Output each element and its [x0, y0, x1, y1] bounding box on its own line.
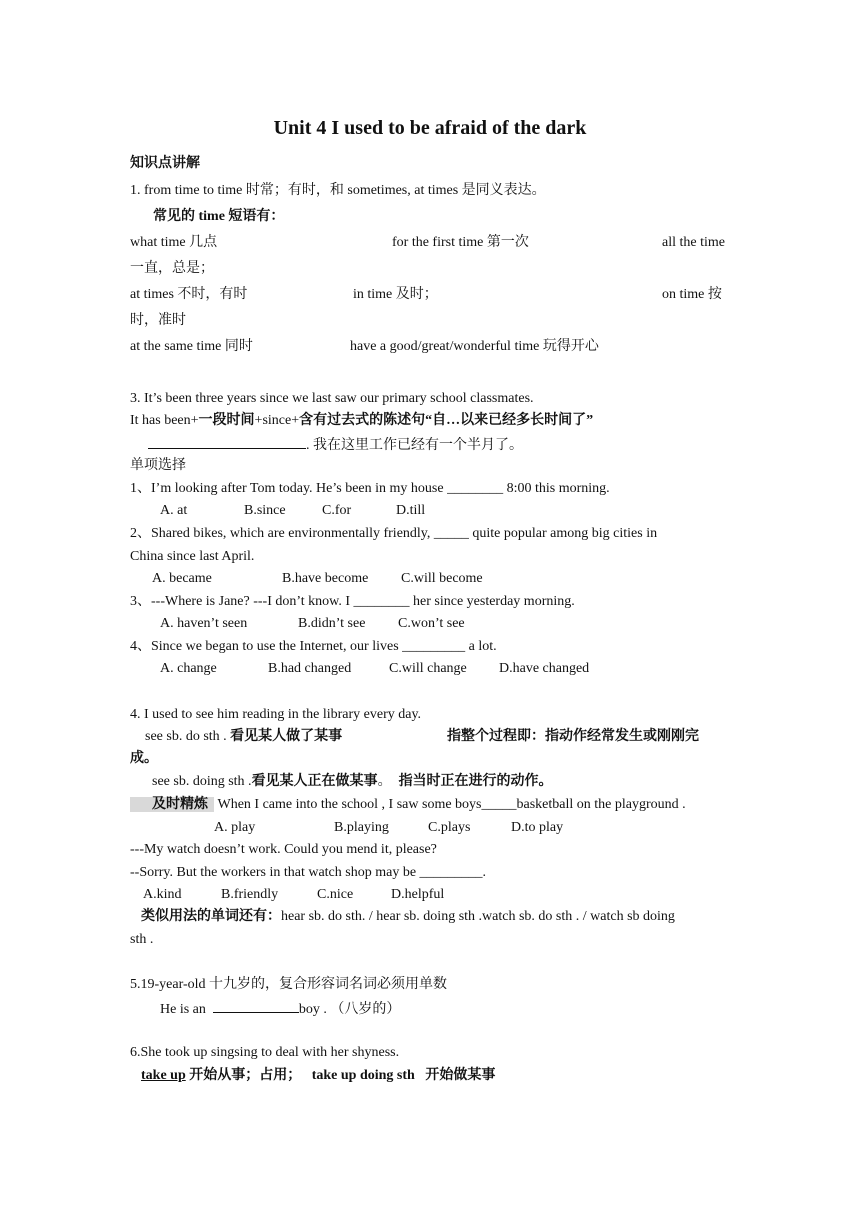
rule-part: see sb. doing sth .: [152, 774, 252, 789]
rule-part: 看见某人正在做某事: [251, 774, 378, 789]
similar-usage: [141, 908, 675, 926]
question-3: 3、---Where is Jane? ---I don’t know. I ________ her since yesterday morning.: [130, 594, 575, 609]
take-up-meaning: 开始从事；占用；: [185, 1068, 302, 1083]
rule-part: 指当时正在进行的动作。: [398, 774, 553, 789]
take-up-doing-meaning: 开始做某事: [425, 1068, 496, 1083]
practice-text: When I came into the school , I saw some boys_____basketball on the playground .: [217, 797, 686, 812]
practice-label: 及时精炼: [130, 797, 214, 812]
question-1: 1、I’m looking after Tom today. He’s been in my house ________ 8:00 this morning.: [130, 481, 610, 496]
structure-part: 含有过去式的陈述句“自…以来已经多长时间了”: [299, 413, 594, 428]
q1-option-c: C.for: [322, 503, 352, 518]
point-5-exercise: [160, 998, 400, 1019]
dialog-option-b: B.friendly: [221, 887, 279, 902]
question-2: 2、Shared bikes, which are environmentally friendly, _____ quite popular among big cities in: [130, 526, 658, 541]
phrase-first-time: for the first time 第一次: [392, 235, 529, 250]
question-4: 4、Since we began to use the Internet, our lives _________ a lot.: [130, 639, 497, 654]
practice-question: [130, 796, 686, 814]
point-4-example: 4. I used to see him reading in the library every day.: [130, 707, 422, 722]
structure-part: It has been+: [130, 413, 199, 428]
section-heading: 知识点讲解: [130, 156, 200, 171]
exercise-text: . 我在这里工作已经有一个半月了。: [306, 438, 523, 453]
point-1-intro: 1. from time to time 时常；有时，和 sometimes, at times 是同义表达。: [130, 183, 546, 198]
time-phrases-heading: 常见的 time 短语有：: [153, 209, 285, 224]
question-2-cont: China since last April.: [130, 549, 255, 564]
mc-heading: 单项选择: [130, 458, 186, 473]
rule-part: 。: [377, 774, 392, 789]
page-title: Unit 4 I used to be afraid of the dark: [273, 117, 587, 139]
q1-option-b: B.since: [244, 503, 286, 518]
phrase-at-times: at times 不时，有时: [130, 287, 248, 302]
similar-label: 类似用法的单词还有：: [141, 909, 281, 924]
answer-blank[interactable]: [213, 998, 299, 1013]
phrase-same-time: at the same time 同时: [130, 339, 253, 354]
phrase-on-time: on time 按: [662, 287, 722, 302]
point-6-example: 6.She took up singsing to deal with her shyness.: [130, 1045, 400, 1060]
dialog-option-c: C.nice: [317, 887, 354, 902]
practice-option-a: A. play: [214, 820, 256, 835]
dialog-line-1: ---My watch doesn’t work. Could you mend it, please?: [130, 842, 437, 857]
phrase-all-the-time: all the time: [662, 235, 725, 250]
similar-text: hear sb. do sth. / hear sb. doing sth .watch sb. do sth . / watch sb doing: [281, 909, 675, 924]
exercise-text: boy . （八岁的）: [298, 1002, 401, 1017]
point-5-intro: 5.19-year-old 十九岁的，复合形容词名词必须用单数: [130, 977, 448, 992]
dialog-line-2: --Sorry. But the workers in that watch shop may be _________.: [130, 865, 487, 880]
see-sb-do-sth-note: 指整个过程即：指动作经常发生或刚刚完: [447, 729, 699, 744]
point-3-example: 3. It’s been three years since we last saw our primary school classmates.: [130, 391, 534, 406]
dialog-option-d: D.helpful: [391, 887, 445, 902]
q1-option-a: A. at: [160, 503, 188, 518]
q4-option-b: B.had changed: [268, 661, 352, 676]
take-up-doing-phrase: take up doing sth: [311, 1068, 415, 1083]
q4-option-d: D.have changed: [499, 661, 590, 676]
see-sb-doing-sth: [152, 773, 553, 791]
phrase-in-time: in time 及时；: [353, 287, 438, 302]
q1-option-d: D.till: [396, 503, 426, 518]
practice-option-c: C.plays: [428, 820, 471, 835]
similar-usage-cont: sth .: [130, 932, 154, 947]
answer-blank[interactable]: [148, 434, 306, 449]
see-sb-do-sth: [145, 728, 342, 746]
q4-option-c: C.will change: [389, 661, 467, 676]
dialog-option-a: A.kind: [143, 887, 182, 902]
point-3-exercise: [148, 434, 523, 455]
phrase-all-the-time-meaning: 一直，总是；: [130, 261, 214, 276]
q3-option-b: B.didn’t see: [298, 616, 366, 631]
structure-part: +since+: [254, 413, 300, 428]
see-sb-do-sth-note-cont: 成。: [130, 751, 158, 766]
rule-part: see sb. do sth .: [145, 729, 227, 744]
structure-part: 一段时间: [198, 413, 255, 428]
q2-option-b: B.have become: [282, 571, 369, 586]
take-up-phrase: take up: [141, 1068, 186, 1083]
phrase-what-time: what time 几点: [130, 235, 218, 250]
q2-option-a: A. became: [152, 571, 212, 586]
rule-part: 看见某人做了某事: [230, 729, 343, 744]
point-3-structure: [130, 412, 593, 430]
q3-option-a: A. haven’t seen: [160, 616, 248, 631]
phrase-good-time: have a good/great/wonderful time 玩得开心: [350, 339, 599, 354]
q4-option-a: A. change: [160, 661, 217, 676]
practice-option-b: B.playing: [334, 820, 389, 835]
exercise-text: He is an: [160, 1002, 206, 1017]
phrase-on-time-meaning: 时，准时: [130, 313, 186, 328]
q2-option-c: C.will become: [401, 571, 483, 586]
take-up-rule: [141, 1067, 495, 1085]
practice-option-d: D.to play: [511, 820, 564, 835]
q3-option-c: C.won’t see: [398, 616, 465, 631]
